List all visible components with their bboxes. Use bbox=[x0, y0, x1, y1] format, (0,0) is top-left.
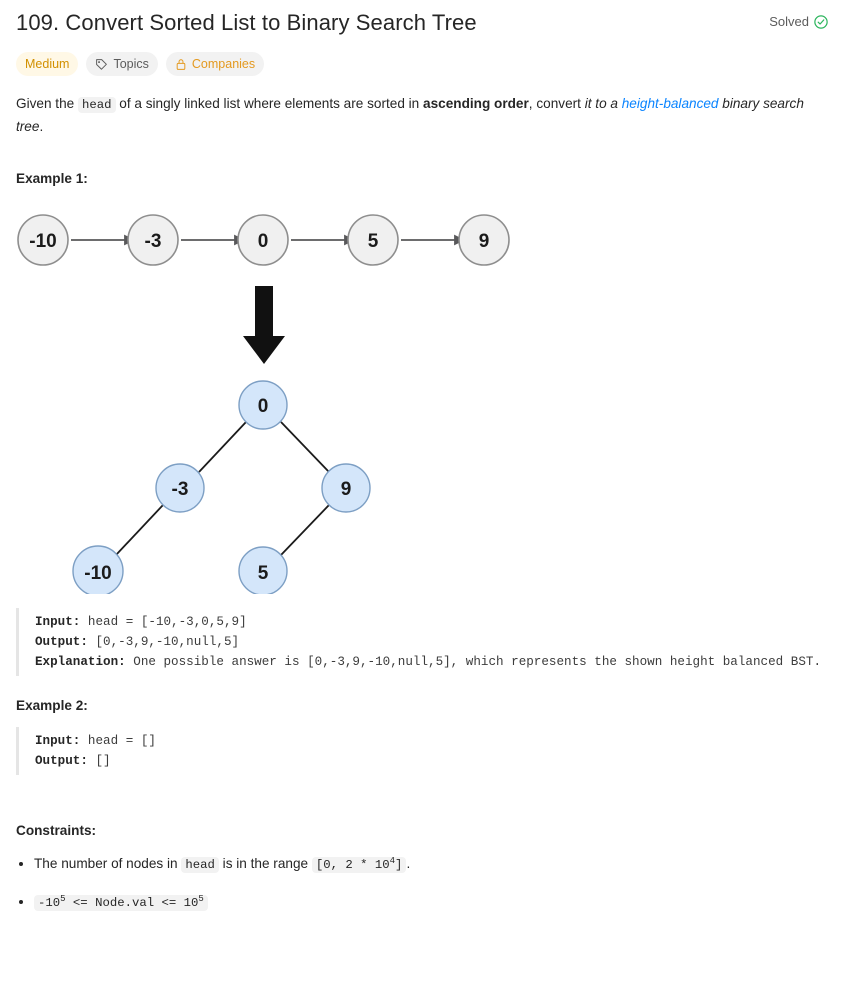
inline-code-head-constraint: head bbox=[181, 857, 219, 873]
example-1-label: Example 1: bbox=[16, 171, 88, 186]
example-1-figure bbox=[16, 194, 828, 594]
constraints-label: Constraints: bbox=[16, 823, 97, 838]
svg-text:9: 9 bbox=[340, 479, 352, 500]
linked-list-node-4 bbox=[459, 215, 509, 265]
range-start: [0, 2 * 10 bbox=[315, 858, 390, 873]
svg-text:-3: -3 bbox=[171, 479, 189, 500]
svg-text:5: 5 bbox=[257, 563, 269, 584]
height-balanced-link[interactable]: height-balanced bbox=[621, 96, 719, 111]
svg-text:-10: -10 bbox=[29, 231, 57, 252]
example-2-output-value: [] bbox=[95, 754, 111, 768]
tag-icon bbox=[95, 58, 108, 71]
constraints-list bbox=[16, 850, 828, 914]
svg-text:5: 5 bbox=[367, 231, 379, 252]
desc-part3: , convert bbox=[528, 96, 585, 111]
nodeval-mid: <= Node.val <= 10 bbox=[65, 896, 199, 911]
example-1-io bbox=[16, 608, 828, 676]
example-1-output-value: [0,-3,9,-10,null,5] bbox=[95, 635, 240, 649]
tree-node-left bbox=[156, 464, 204, 512]
check-circle-icon bbox=[814, 15, 828, 29]
range-exponent: 4 bbox=[389, 856, 396, 866]
tag-row bbox=[16, 52, 828, 76]
constraint-text-before: The number of nodes in bbox=[34, 856, 182, 872]
linked-list-node-0 bbox=[18, 215, 68, 265]
desc-part1: Given the bbox=[16, 96, 78, 111]
example-1-input-label: Input: bbox=[35, 615, 81, 629]
svg-text:0: 0 bbox=[257, 231, 269, 252]
problem-description bbox=[16, 93, 828, 137]
nodeval-low: -10 bbox=[38, 896, 61, 911]
companies-button[interactable] bbox=[166, 52, 264, 76]
page-title: 109. Convert Sorted List to Binary Search Tree bbox=[16, 10, 477, 35]
desc-part4: . bbox=[39, 119, 44, 134]
example-1-explanation-value: One possible answer is [0,-3,9,-10,null,5], which represents the shown height balanced BST. bbox=[133, 655, 821, 669]
linked-list-node-3 bbox=[348, 215, 398, 265]
inline-code-head: head bbox=[78, 97, 116, 113]
difficulty-badge[interactable]: Medium bbox=[16, 52, 78, 76]
example-1-explanation-label: Explanation: bbox=[35, 655, 126, 669]
list-item bbox=[34, 850, 828, 876]
down-arrow-icon bbox=[243, 286, 285, 364]
constraint-text-after: is in the range bbox=[218, 856, 312, 872]
inline-code-node-val-range bbox=[34, 895, 208, 911]
example-2-output-label: Output: bbox=[35, 754, 88, 768]
svg-text:-10: -10 bbox=[84, 563, 112, 584]
desc-part2: of a singly linked list where elements are sorted in bbox=[115, 96, 424, 111]
linked-list-node-1 bbox=[128, 215, 178, 265]
inline-code-range bbox=[312, 857, 407, 873]
companies-label: Companies bbox=[191, 57, 256, 71]
tree-node-root bbox=[239, 381, 287, 429]
linked-list-node-2 bbox=[238, 215, 288, 265]
status-badge bbox=[769, 8, 828, 29]
example-2-input-value: head = [] bbox=[87, 734, 156, 748]
tree-node-left-left bbox=[73, 546, 123, 594]
range-end: ] bbox=[395, 858, 403, 873]
tree-node-right bbox=[322, 464, 370, 512]
svg-text:0: 0 bbox=[257, 396, 269, 417]
example-2-label: Example 2: bbox=[16, 698, 88, 713]
example-2-io bbox=[16, 727, 828, 775]
desc-ascending-order: ascending order bbox=[423, 96, 529, 111]
tree-node-right-left bbox=[239, 547, 287, 594]
desc-italic-bst: binary search tree bbox=[16, 96, 804, 134]
topics-button[interactable] bbox=[86, 52, 157, 76]
example-1-output-label: Output: bbox=[35, 635, 88, 649]
linked-list-and-tree-diagram bbox=[16, 194, 828, 594]
lock-icon bbox=[175, 58, 187, 71]
svg-text:-3: -3 bbox=[144, 231, 162, 252]
svg-text:9: 9 bbox=[478, 231, 490, 252]
example-2-input-label: Input: bbox=[35, 734, 81, 748]
constraint-trailing: . bbox=[406, 856, 411, 872]
desc-italic-it: it to a bbox=[584, 96, 622, 111]
example-1-input-value: head = [-10,-3,0,5,9] bbox=[87, 615, 247, 629]
status-label: Solved bbox=[769, 14, 809, 29]
nodeval-low-exponent: 5 bbox=[60, 894, 66, 905]
nodeval-high-exponent: 5 bbox=[198, 894, 204, 905]
problem-header bbox=[16, 0, 828, 38]
list-item bbox=[34, 888, 828, 914]
topics-label: Topics bbox=[113, 57, 149, 71]
